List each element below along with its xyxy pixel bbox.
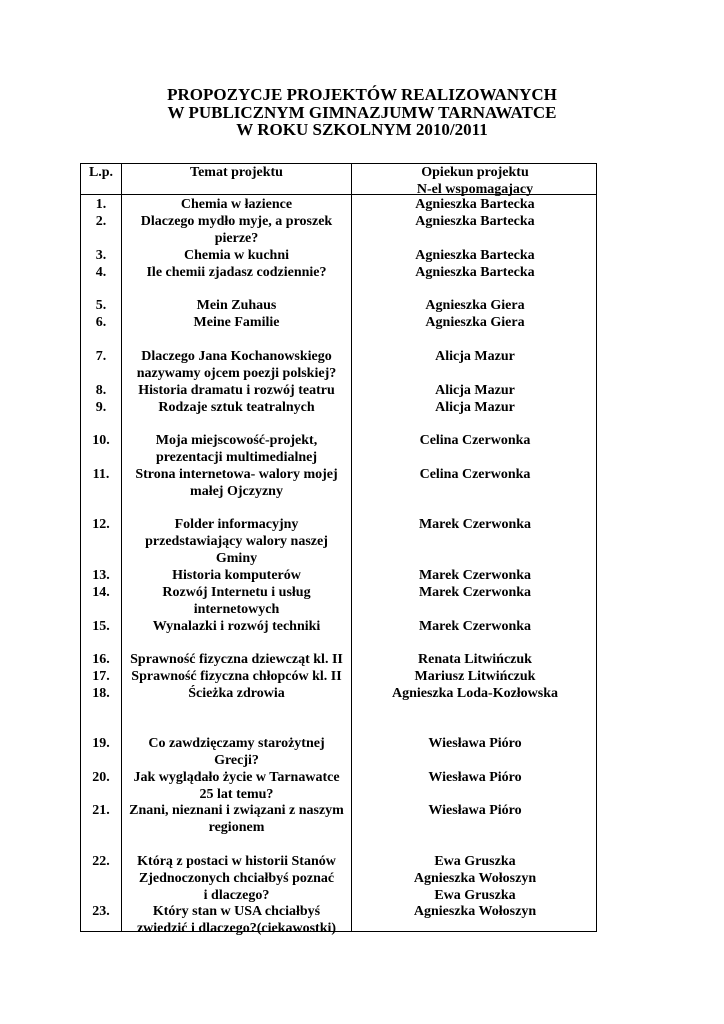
tutor-line: Wiesława Pióro — [428, 803, 522, 818]
topic-line: Dlaczego Jana Kochanowskiego — [141, 349, 332, 364]
topic-line: prezentacji multimedialnej — [155, 450, 318, 465]
project-topic — [122, 247, 351, 264]
project-topic — [122, 213, 351, 247]
project-tutor — [352, 685, 598, 702]
topic-line: Gminy — [215, 551, 258, 566]
header-tutor — [352, 164, 598, 198]
row-number: 20. — [92, 770, 110, 785]
topic-line: Rodzaje sztuk teatralnych — [158, 400, 315, 415]
document-title — [0, 86, 724, 139]
project-topic — [122, 196, 351, 213]
project-tutor — [352, 769, 598, 786]
topic-line: 25 lat temu? — [199, 787, 274, 802]
topic-line: Jak wyglądało życie w Tarnawatce — [133, 770, 340, 785]
row-number: 13. — [92, 568, 110, 583]
row-number: 19. — [92, 736, 110, 751]
topic-line: Który stan w USA chciałbyś — [152, 904, 321, 919]
tutor-line: Agnieszka Bartecka — [415, 197, 535, 212]
topic-line: przedstawiający walory naszej — [145, 534, 328, 549]
tutor-line: Agnieszka Loda-Kozłowska — [391, 686, 559, 701]
topic-line: Sprawność fizyczna dziewcząt kl. II — [130, 652, 343, 667]
tutor-line: Ewa Gruszka — [434, 888, 516, 903]
tutor-line: Marek Czerwonka — [418, 517, 532, 532]
tutor-line: Agnieszka Giera — [425, 298, 525, 313]
project-topic — [122, 567, 351, 584]
project-tutor — [352, 651, 598, 668]
row-number: 2. — [95, 214, 107, 229]
project-topic — [122, 348, 351, 382]
project-topic — [122, 618, 351, 635]
row-number: 18. — [92, 686, 110, 701]
topic-line: Chemia w łazience — [180, 197, 293, 212]
topic-line: Wynalazki i rozwój techniki — [152, 619, 321, 634]
topic-line: Mein Zuhaus — [196, 298, 277, 313]
topic-line: Znani, nieznani i związani z naszym — [129, 803, 344, 818]
project-tutor — [352, 853, 598, 904]
topic-line: internetowych — [193, 602, 280, 617]
tutor-line: Agnieszka Bartecka — [415, 214, 535, 229]
project-topic — [122, 769, 351, 803]
tutor-line: Celina Czerwonka — [419, 433, 531, 448]
topic-line: Co zawdzięczamy starożytnej — [148, 736, 325, 751]
row-number: 10. — [92, 433, 110, 448]
project-tutor — [352, 516, 598, 533]
tutor-line: Agnieszka Wołoszyn — [413, 871, 537, 886]
project-tutor — [352, 297, 598, 314]
project-topic — [122, 903, 351, 937]
project-tutor — [352, 264, 598, 281]
project-topic — [122, 668, 351, 685]
project-topic — [122, 264, 351, 281]
project-tutor — [352, 314, 598, 331]
project-tutor — [352, 213, 598, 230]
topic-line: Strona internetowa- walory mojej — [135, 467, 338, 482]
topic-line: małej Ojczyzny — [190, 484, 283, 499]
row-number: 22. — [92, 854, 110, 869]
tutor-line: Mariusz Litwińczuk — [414, 669, 536, 684]
tutor-line: Ewa Gruszka — [434, 854, 516, 869]
tutor-line: Marek Czerwonka — [418, 585, 532, 600]
topic-line: nazywamy ojcem poezji polskiej? — [136, 366, 337, 381]
tutor-line: Wiesława Pióro — [428, 770, 522, 785]
project-tutor — [352, 802, 598, 819]
row-number: 15. — [92, 619, 110, 634]
header-topic: Temat projektu — [190, 165, 283, 180]
row-number: 11. — [92, 467, 110, 482]
project-tutor — [352, 567, 598, 584]
tutor-line: Alicja Mazur — [435, 383, 515, 398]
project-topic — [122, 853, 351, 904]
project-tutor — [352, 247, 598, 264]
row-number: 16. — [92, 652, 110, 667]
project-tutor — [352, 735, 598, 752]
row-number: 23. — [92, 904, 110, 919]
projects-table — [80, 163, 597, 936]
row-number: 9. — [95, 400, 107, 415]
tutor-line: Agnieszka Wołoszyn — [413, 904, 537, 919]
row-number: 17. — [92, 669, 110, 684]
project-topic — [122, 516, 351, 567]
tutor-line: Alicja Mazur — [435, 349, 515, 364]
title-line-2: W PUBLICZNYM GIMNAZJUMW TARNAWATCE — [167, 102, 557, 122]
topic-line: Dlaczego mydło myje, a proszek — [140, 214, 333, 229]
project-tutor — [352, 432, 598, 449]
topic-line: pierze? — [214, 231, 259, 246]
tutor-line: Agnieszka Bartecka — [415, 265, 535, 280]
row-number: 14. — [92, 585, 110, 600]
header-tutor-line-2: N-el wspomagajacy — [416, 182, 534, 197]
project-topic — [122, 314, 351, 331]
topic-line: regionem — [208, 820, 265, 835]
project-tutor — [352, 618, 598, 635]
topic-line: Chemia w kuchni — [183, 248, 290, 263]
project-topic — [122, 466, 351, 500]
tutor-line: Agnieszka Giera — [425, 315, 525, 330]
project-topic — [122, 651, 351, 668]
header-tutor-line-1: Opiekun projektu — [421, 165, 529, 180]
topic-line: zwiedzić i dlaczego?(ciekawostki) — [136, 921, 337, 936]
project-tutor — [352, 382, 598, 399]
row-number: 8. — [95, 383, 107, 398]
row-number: 7. — [95, 349, 107, 364]
project-topic — [122, 382, 351, 399]
row-number: 12. — [92, 517, 110, 532]
project-tutor — [352, 466, 598, 483]
project-tutor — [352, 399, 598, 416]
tutor-line: Marek Czerwonka — [418, 619, 532, 634]
project-topic — [122, 297, 351, 314]
row-number: 6. — [95, 315, 107, 330]
row-number: 3. — [95, 248, 107, 263]
project-tutor — [352, 584, 598, 601]
header-lp: L.p. — [88, 165, 114, 180]
tutor-line: Marek Czerwonka — [418, 568, 532, 583]
project-tutor — [352, 903, 598, 920]
project-tutor — [352, 348, 598, 365]
tutor-line: Agnieszka Bartecka — [415, 248, 535, 263]
topic-line: Historia dramatu i rozwój teatru — [138, 383, 335, 398]
tutor-line: Renata Litwińczuk — [418, 652, 532, 667]
topic-line: Rozwój Internetu i usług — [162, 585, 311, 600]
topic-line: Moja miejscowość-projekt, — [155, 433, 318, 448]
tutor-line: Wiesława Pióro — [428, 736, 522, 751]
topic-line: Ścieżka zdrowia — [188, 686, 285, 701]
project-topic — [122, 802, 351, 836]
topic-line: i dlaczego? — [203, 888, 270, 903]
project-topic — [122, 399, 351, 416]
topic-line: Ile chemii zjadasz codziennie? — [146, 265, 327, 280]
project-tutor — [352, 196, 598, 213]
topic-line: Folder informacyjny — [174, 517, 299, 532]
project-topic — [122, 584, 351, 618]
row-number: 5. — [95, 298, 107, 313]
project-topic — [122, 685, 351, 702]
row-number: 1. — [95, 197, 107, 212]
topic-line: Sprawność fizyczna chłopców kl. II — [131, 669, 342, 684]
row-number: 21. — [92, 803, 110, 818]
project-topic — [122, 735, 351, 769]
project-topic — [122, 432, 351, 466]
topic-line: Którą z postaci w historii Stanów — [137, 854, 336, 869]
topic-line: Zjednoczonych chciałbyś poznać — [138, 871, 335, 886]
project-tutor — [352, 668, 598, 685]
tutor-line: Alicja Mazur — [435, 400, 515, 415]
tutor-line: Celina Czerwonka — [419, 467, 531, 482]
title-line-3: W ROKU SZKOLNYM 2010/2011 — [236, 120, 488, 139]
topic-line: Historia komputerów — [172, 568, 301, 583]
topic-line: Meine Familie — [193, 315, 280, 330]
row-number: 4. — [95, 265, 107, 280]
title-line-1: PROPOZYCJE PROJEKTÓW REALIZOWANYCH — [167, 85, 557, 104]
topic-line: Grecji? — [214, 753, 259, 768]
